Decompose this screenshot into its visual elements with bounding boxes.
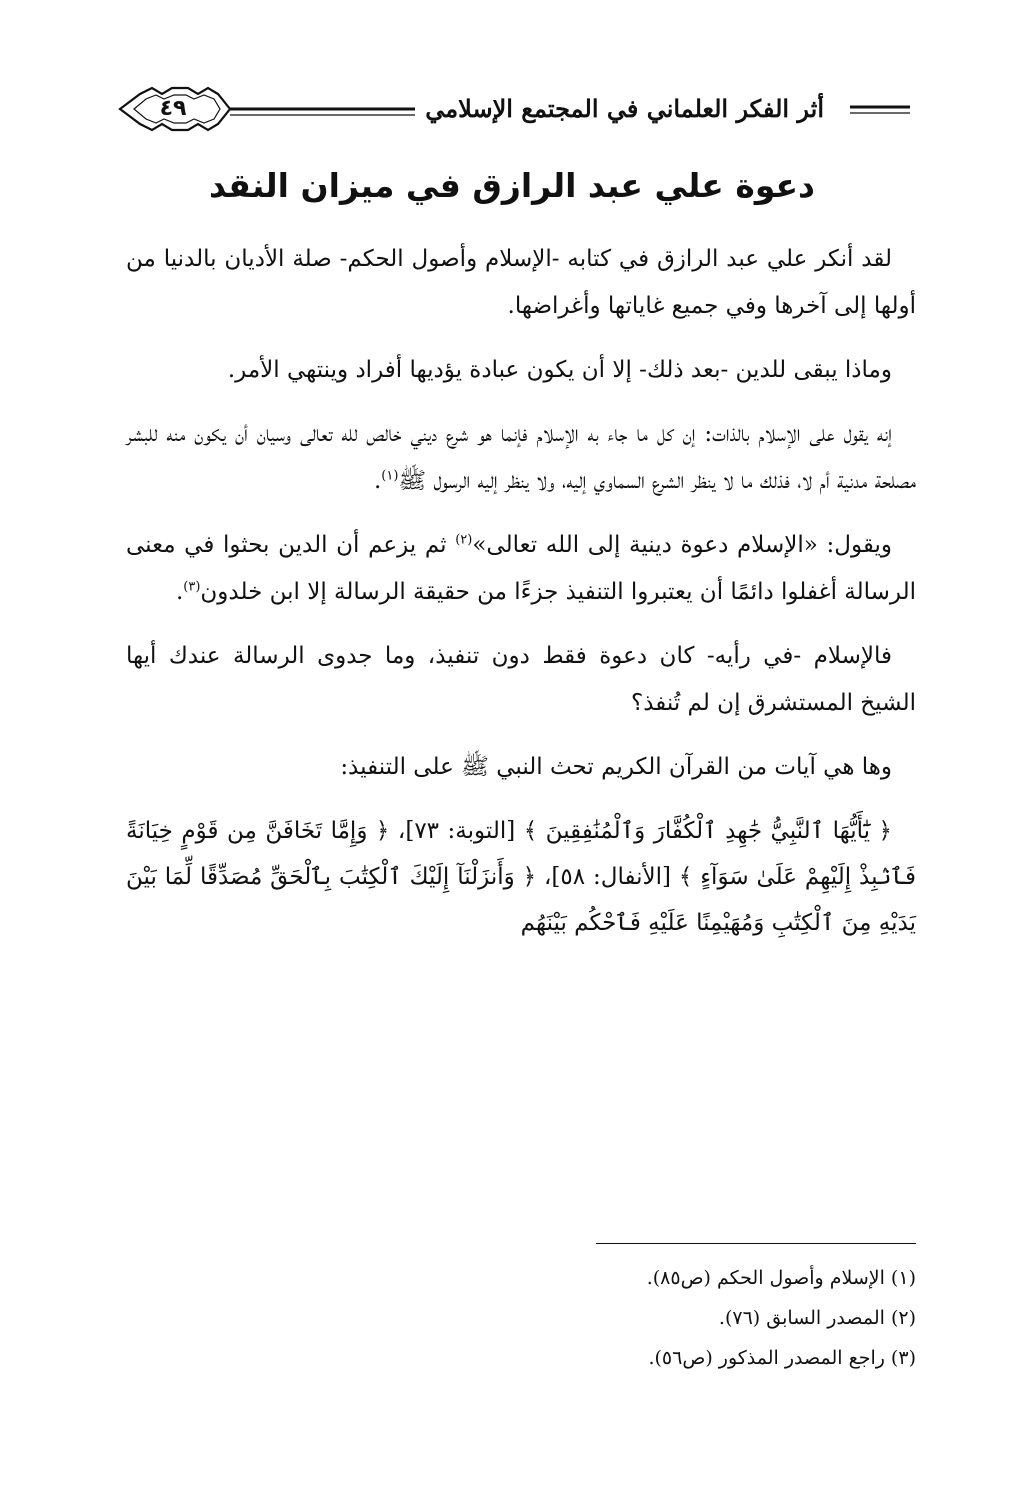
- running-title: أثر الفكر العلماني في المجتمع الإسلامي: [415, 92, 834, 126]
- footnote: (٣) راجع المصدر المذكور (ص٥٦).: [648, 1347, 916, 1369]
- footnote-ref: (٣): [183, 579, 201, 595]
- paragraph: فالإسلام -في رأيه- كان دعوة فقط دون تنفيذ، وما جدوى الرسالة عندك أيها الشيخ المستشرق إن لم تُنفذ؟: [126, 643, 916, 716]
- paragraph: [126, 411, 916, 505]
- paragraph-text: ويقول: «الإسلام دعوة دينية إلى الله تعالى»: [472, 532, 892, 558]
- paragraph: لقد أنكر علي عبد الرازق في كتابه -الإسلام وأصول الحكم- صلة الأديان بالدنيا من أولها إلى آخرها وفي جميع غاياتها وأغراضها.: [126, 246, 916, 319]
- footnote-ref: (٢): [455, 532, 473, 548]
- footnote: (١) الإسلام وأصول الحكم (ص٨٥).: [646, 1267, 916, 1289]
- quran-verses: ﴿ يَٰٓأَيُّهَا ٱلنَّبِيُّ جَٰهِدِ ٱلْكُفَّارَ وَٱلْمُنَٰفِقِينَ ﴾ [التوبة: ٧٣]، ﴿ وَإِمَّا تَخَافَنَّ مِن قَوْمٍ خِيَانَةً فَٱنۢبِذْ إِلَيْهِمْ عَلَىٰ سَوَآءٍ ﴾ [الأنفال: ٥٨]، ﴿ وَأَنزَلْنَآ إِلَيْكَ ٱلْكِتَٰبَ بِٱلْحَقِّ مُصَدِّقًا لِّمَا بَيْنَ يَدَيْهِ مِنَ ٱلْكِتَٰبِ وَمُهَيْمِنًا عَلَيْهِ فَٱحْكُم بَيْنَهُم: [126, 818, 916, 936]
- footnote: (٢) المصدر السابق (٧٦).: [718, 1307, 916, 1329]
- paragraph-tail: .: [373, 468, 382, 494]
- paragraph-tail: .: [175, 579, 184, 605]
- body-text: [126, 236, 916, 946]
- paragraph: وها هي آيات من القرآن الكريم تحث النبي ﷺ على التنفيذ:: [340, 754, 892, 780]
- running-header: [112, 84, 912, 134]
- footnote-separator: [596, 1243, 916, 1244]
- paragraph: وماذا يبقى للدين -بعد ذلك- إلا أن يكون عبادة يؤديها أفراد وينتهي الأمر.: [227, 357, 892, 383]
- paragraph-text: ثم يزعم أن الدين بحثوا في معنى الرسالة أغفلوا دائمًا أن يعتبروا التنفيذ جزءًا من حقيقة الرسالة إلا ابن خلدون: [126, 532, 916, 605]
- chapter-title: دعوة علي عبد الرازق في ميزان النقد: [209, 166, 815, 205]
- page-number: ٤٩: [159, 96, 187, 121]
- paragraph-text: إنه يقول على الإسلام بالذات: إن كل ما جاء به الإسلام فإنما هو شرع ديني خالص لله تعالى وسيان أن يكون منه للبشر مصلحة مدنية أم لا، فذلك ما لا ينظر الشرع السماوي إليه، ولا ينظر إليه الرسول ﷺ: [126, 421, 916, 494]
- footnote-ref: (١): [381, 468, 399, 484]
- paragraph: [126, 522, 916, 616]
- footnotes: [126, 1258, 916, 1378]
